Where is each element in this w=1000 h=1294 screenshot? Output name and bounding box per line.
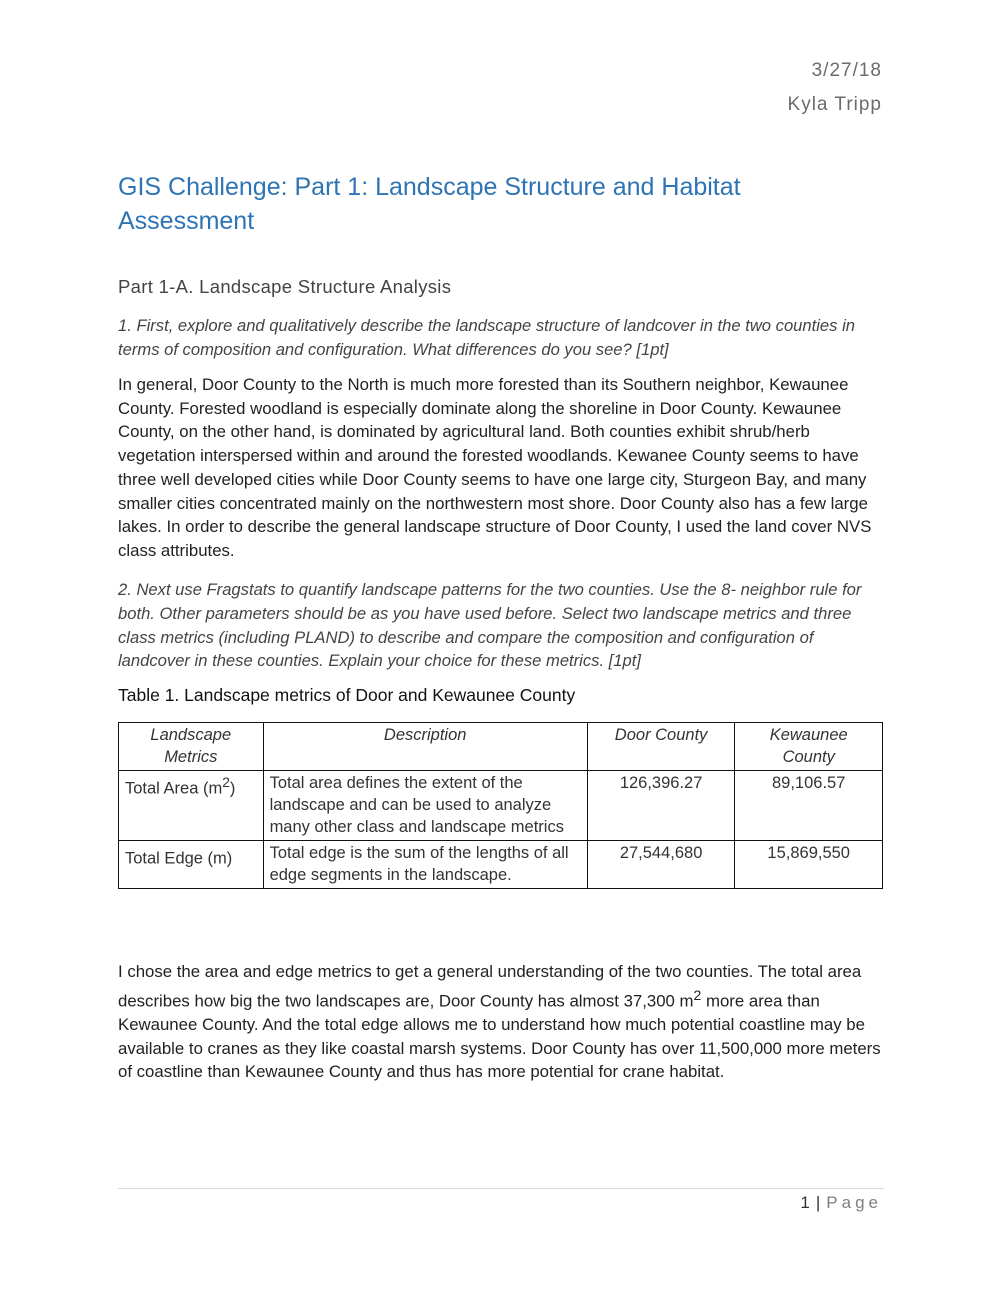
header-description: Description: [263, 723, 587, 771]
question-1: 1. First, explore and qualitatively describe the landscape structure of landcover in the two counties in terms of composition and configuration. What differences do you see? [1pt]: [118, 316, 855, 359]
table-header-row: [119, 723, 883, 771]
page-footer: [800, 1193, 882, 1213]
landscape-metrics-table: [118, 722, 883, 889]
page-number: 1: [800, 1193, 810, 1212]
footer-divider: [118, 1188, 884, 1189]
question-2: 2. Next use Fragstats to quantify landscape patterns for the two counties. Use the 8- neighbor rule for both. Other parameters should be as you have used before. Select two landscape metrics and three class metrics (including PLAND) to describe and compare the composition and configuration of landcover in these counties. Explain your choice for these metrics. [1pt]: [118, 580, 862, 671]
metric-cell: [119, 771, 264, 841]
header-date: 3/27/18: [811, 60, 882, 81]
document-title: GIS Challenge: Part 1: Landscape Structure and Habitat Assessment: [118, 173, 741, 235]
table-caption: Table 1. Landscape metrics of Door and Kewaunee County: [118, 685, 576, 705]
kewaunee-value-cell: 15,869,550: [735, 841, 883, 889]
header-landscape-metrics: Landscape Metrics: [119, 723, 264, 771]
description-cell: Total area defines the extent of the landscape and can be used to analyze many other class and landscape metrics: [263, 771, 587, 841]
superscript: 2: [693, 986, 702, 1003]
section-heading: Part 1-A. Landscape Structure Analysis: [118, 276, 452, 297]
table-row: [119, 771, 883, 841]
metric-name-tail: ): [229, 779, 236, 798]
header-door-county: Door County: [587, 723, 735, 771]
page-label: Page: [826, 1193, 882, 1212]
answer-2-part-1: I chose the area and edge metrics to get a general understanding of the two counties. The total area describes how big the two landscapes are, Door County has almost 37,300 m: [118, 962, 862, 1011]
metric-cell: [119, 841, 264, 889]
metric-name: Total Edge (m): [125, 849, 233, 868]
footer-separator: |: [815, 1193, 821, 1212]
header-kewaunee-county: Kewaunee County: [735, 723, 883, 771]
door-value-cell: 126,396.27: [587, 771, 735, 841]
description-cell: Total edge is the sum of the lengths of all edge segments in the landscape.: [263, 841, 587, 889]
header-author: Kyla Tripp: [787, 94, 882, 115]
answer-2: [118, 960, 888, 1084]
door-value-cell: 27,544,680: [587, 841, 735, 889]
answer-2-part-2: more area than Kewaunee County. And the total edge allows me to understand how much potential coastline may be available to cranes as they like coastal marsh systems. Door County has over 11,500,000 more meters of coastline than Kewaunee County and thus has more potential for crane habitat.: [118, 991, 881, 1082]
superscript: 2: [222, 775, 230, 790]
kewaunee-value-cell: 89,106.57: [735, 771, 883, 841]
metric-name: Total Area (m: [125, 779, 223, 798]
table-row: [119, 841, 883, 889]
answer-1: In general, Door County to the North is much more forested than its Southern neighbor, Kewaunee County. Forested woodland is especially dominate along the shoreline in Door County. Kewaunee County, on the other hand, is dominated by agricultural land. Both counties exhibit shrub/herb vegetation interspersed within and around the forested woodlands. Kewanee County seems to have three well developed cities while Door County seems to have one large city, Sturgeon Bay, and many smaller cities concentrated mainly on the northwestern most shore. Door County also has a few large lakes. In order to describe the general landscape structure of Door County, I used the land cover NVS class attributes.: [118, 375, 872, 560]
